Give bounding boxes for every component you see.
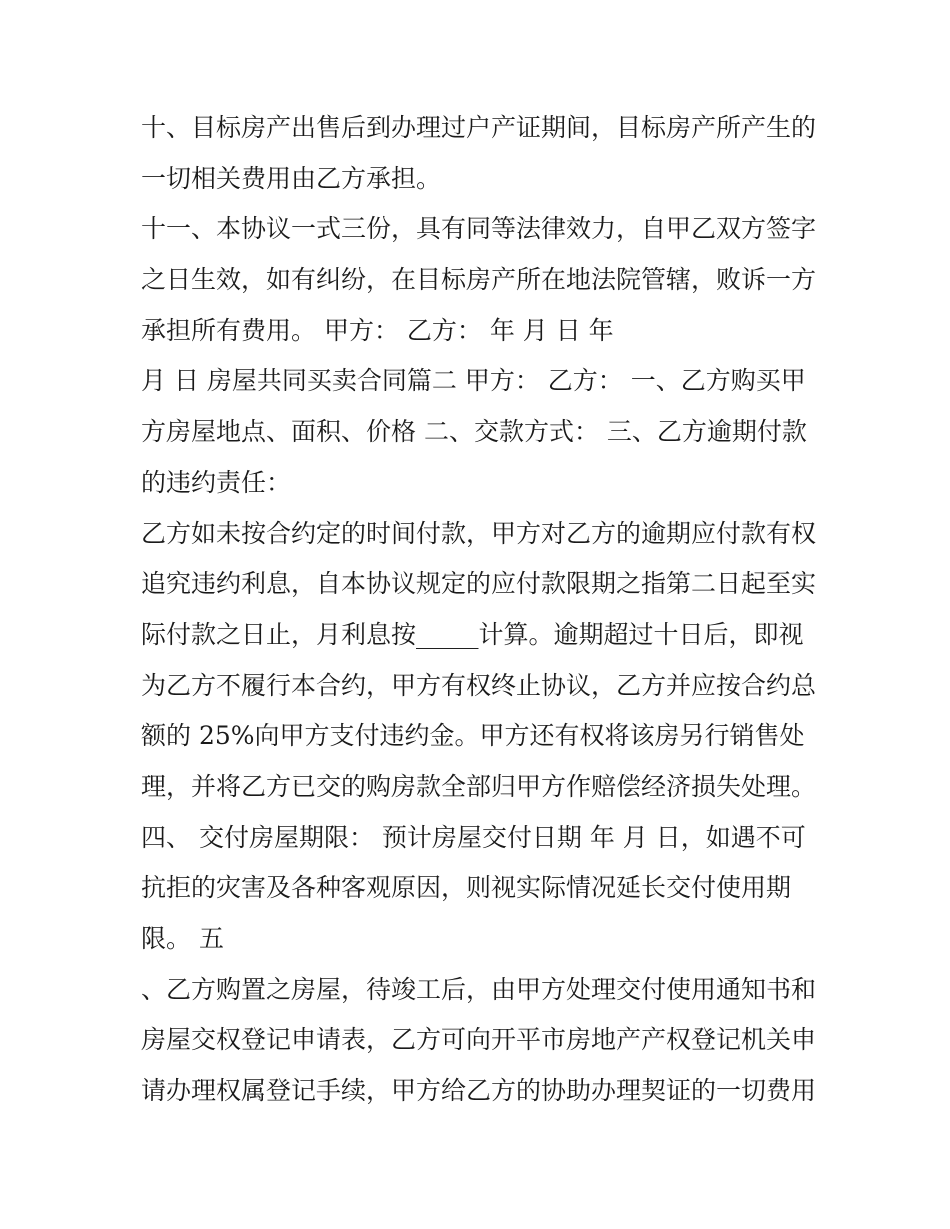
text-line: 为乙方不履行本合约，甲方有权终止协议，乙方并应按合约总 (141, 670, 817, 700)
text-line: 十、目标房产出售后到办理过户产证期间，目标房产所产生的 (141, 113, 817, 142)
text-line: 理，并将乙方已交的购房款全部归甲方作赔偿经济损失处理。 (141, 771, 817, 801)
text-line: 月 日 房屋共同买卖合同篇二 甲方： 乙方： 一、乙方购买甲 (141, 366, 806, 396)
text-line: 追究违约利息，自本协议规定的应付款限期之指第二日起至实 (141, 569, 817, 599)
text-line: 四、 交付房屋期限： 预计房屋交付日期 年 月 日，如遇不可 (141, 822, 806, 852)
text-line: 的违约责任： (141, 467, 292, 497)
text-line: 、乙方购置之房屋，待竣工后，由甲方处理交付使用通知书和 (141, 974, 817, 1004)
text-line: 限。 五 (141, 924, 224, 953)
text-line: 十一、本协议一式三份，具有同等法律效力，自甲乙双方签字 (141, 214, 817, 244)
document-body (141, 103, 821, 1117)
text-line: 一切相关费用由乙方承担。 (141, 163, 442, 193)
text-line: 方房屋地点、面积、价格 二、交款方式： 三、乙方逾期付款 (141, 417, 807, 447)
text-line: 乙方如未按合约定的时间付款，甲方对乙方的逾期应付款有权 (141, 518, 817, 548)
text-line: 房屋交权登记申请表，乙方可向开平市房地产产权登记机关申 (141, 1025, 817, 1055)
text-line: 额的 25%向甲方支付违约金。甲方还有权将该房另行销售处 (141, 721, 805, 751)
text-line: 际付款之日止，月利息按_____计算。逾期超过十日后，即视 (141, 619, 804, 649)
text-line: 承担所有费用。 甲方： 乙方： 年 月 日 年 (141, 315, 614, 345)
text-line: 抗拒的灾害及各种客观原因，则视实际情况延长交付使用期 (141, 873, 792, 903)
text-line: 请办理权属登记手续，甲方给乙方的协助办理契证的一切费用 (141, 1076, 817, 1106)
text-line: 之日生效，如有纠纷，在目标房产所在地法院管辖，败诉一方 (141, 265, 817, 295)
